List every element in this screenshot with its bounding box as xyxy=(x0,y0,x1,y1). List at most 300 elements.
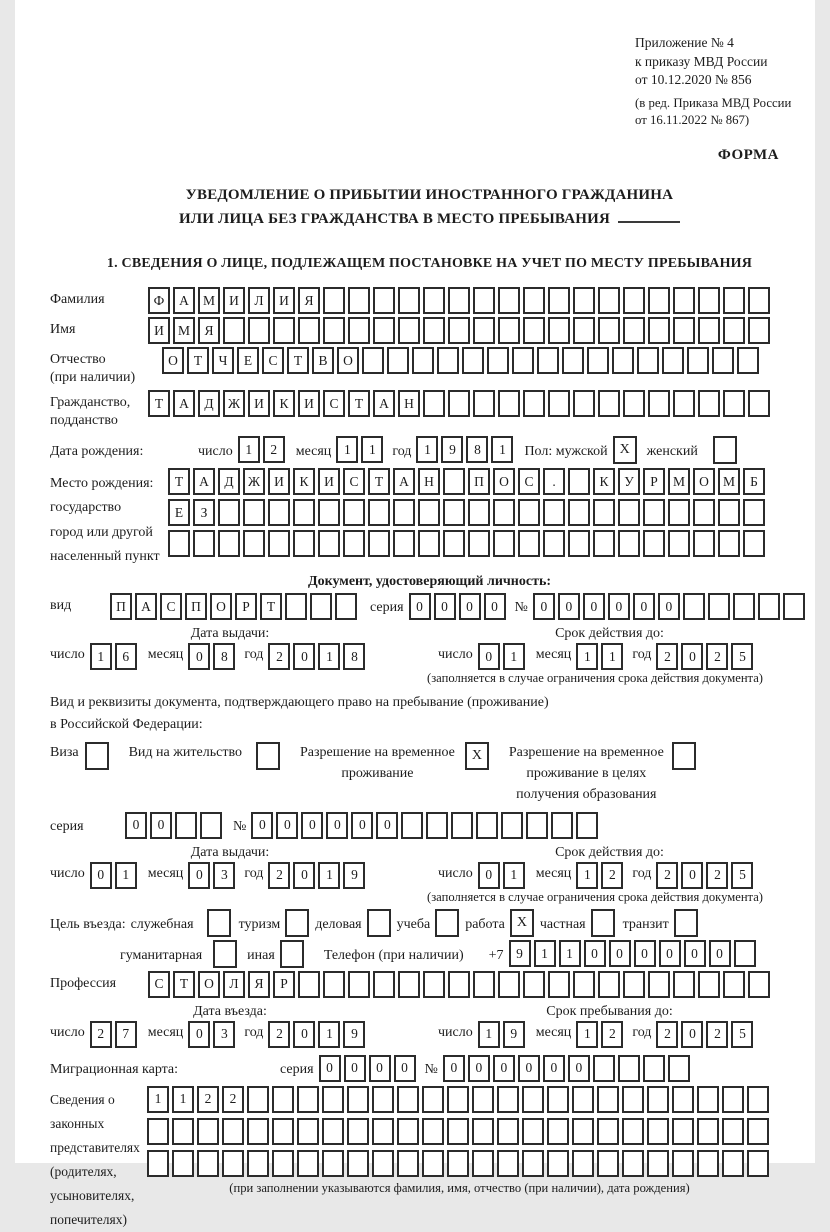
char-cell[interactable] xyxy=(523,971,545,998)
citizenship-cells[interactable] xyxy=(148,390,773,417)
char-cell[interactable]: 0 xyxy=(634,940,656,967)
char-cell[interactable] xyxy=(737,347,759,374)
char-cell[interactable]: Ч xyxy=(212,347,234,374)
char-cell[interactable] xyxy=(576,812,598,839)
char-cell[interactable]: 0 xyxy=(188,643,210,670)
char-cell[interactable] xyxy=(468,530,490,557)
char-cell[interactable]: Н xyxy=(398,390,420,417)
char-cell[interactable] xyxy=(743,530,765,557)
residence-series-cells[interactable] xyxy=(125,812,225,839)
char-cell[interactable] xyxy=(318,530,340,557)
char-cell[interactable]: О xyxy=(162,347,184,374)
char-cell[interactable] xyxy=(593,530,615,557)
char-cell[interactable]: 1 xyxy=(336,436,358,463)
char-cell[interactable] xyxy=(498,287,520,314)
char-cell[interactable]: И xyxy=(248,390,270,417)
char-cell[interactable] xyxy=(548,971,570,998)
char-cell[interactable]: 0 xyxy=(293,643,315,670)
char-cell[interactable] xyxy=(398,317,420,344)
birth-place-cells-row-2[interactable] xyxy=(168,499,768,526)
char-cell[interactable]: Я xyxy=(298,287,320,314)
char-cell[interactable]: А xyxy=(373,390,395,417)
char-cell[interactable]: О xyxy=(693,468,715,495)
char-cell[interactable] xyxy=(393,499,415,526)
char-cell[interactable] xyxy=(668,530,690,557)
char-cell[interactable] xyxy=(285,593,307,620)
char-cell[interactable] xyxy=(697,1118,719,1145)
char-cell[interactable] xyxy=(498,317,520,344)
char-cell[interactable] xyxy=(372,1086,394,1113)
char-cell[interactable]: 0 xyxy=(319,1055,341,1082)
char-cell[interactable] xyxy=(743,499,765,526)
char-cell[interactable]: 8 xyxy=(343,643,365,670)
char-cell[interactable]: 2 xyxy=(263,436,285,463)
char-cell[interactable]: 2 xyxy=(268,862,290,889)
char-cell[interactable]: 2 xyxy=(706,1021,728,1048)
char-cell[interactable] xyxy=(647,1086,669,1113)
char-cell[interactable] xyxy=(368,499,390,526)
residence-expiry-year-cells[interactable] xyxy=(656,862,756,889)
char-cell[interactable] xyxy=(197,1150,219,1177)
char-cell[interactable]: 0 xyxy=(376,812,398,839)
char-cell[interactable] xyxy=(518,530,540,557)
char-cell[interactable] xyxy=(423,971,445,998)
char-cell[interactable] xyxy=(622,1118,644,1145)
char-cell[interactable]: 2 xyxy=(222,1086,244,1113)
char-cell[interactable]: 9 xyxy=(509,940,531,967)
char-cell[interactable] xyxy=(568,530,590,557)
char-cell[interactable] xyxy=(637,347,659,374)
char-cell[interactable] xyxy=(222,1118,244,1145)
char-cell[interactable] xyxy=(623,317,645,344)
residence-expiry-month-cells[interactable] xyxy=(576,862,626,889)
char-cell[interactable] xyxy=(623,390,645,417)
char-cell[interactable] xyxy=(697,1086,719,1113)
char-cell[interactable]: Ж xyxy=(243,468,265,495)
char-cell[interactable] xyxy=(472,1086,494,1113)
char-cell[interactable]: 2 xyxy=(656,643,678,670)
char-cell[interactable] xyxy=(423,287,445,314)
char-cell[interactable] xyxy=(397,1118,419,1145)
char-cell[interactable]: 7 xyxy=(115,1021,137,1048)
char-cell[interactable] xyxy=(573,971,595,998)
char-cell[interactable]: Т xyxy=(187,347,209,374)
char-cell[interactable] xyxy=(197,1118,219,1145)
char-cell[interactable] xyxy=(322,1086,344,1113)
char-cell[interactable]: И xyxy=(318,468,340,495)
char-cell[interactable] xyxy=(422,1086,444,1113)
char-cell[interactable]: А xyxy=(173,390,195,417)
char-cell[interactable]: Т xyxy=(148,390,170,417)
char-cell[interactable] xyxy=(373,287,395,314)
char-cell[interactable]: 0 xyxy=(658,593,680,620)
char-cell[interactable]: Я xyxy=(248,971,270,998)
char-cell[interactable] xyxy=(623,971,645,998)
residence-issue-month-cells[interactable] xyxy=(188,862,238,889)
issue-year-cells[interactable] xyxy=(268,643,368,670)
char-cell[interactable] xyxy=(473,971,495,998)
migration-number-cells[interactable] xyxy=(443,1055,693,1082)
char-cell[interactable] xyxy=(175,812,197,839)
char-cell[interactable] xyxy=(423,390,445,417)
char-cell[interactable] xyxy=(347,1118,369,1145)
char-cell[interactable] xyxy=(343,499,365,526)
char-cell[interactable]: 0 xyxy=(681,643,703,670)
char-cell[interactable]: 0 xyxy=(484,593,506,620)
char-cell[interactable] xyxy=(543,499,565,526)
char-cell[interactable] xyxy=(512,347,534,374)
char-cell[interactable] xyxy=(598,390,620,417)
char-cell[interactable] xyxy=(612,347,634,374)
char-cell[interactable] xyxy=(783,593,805,620)
char-cell[interactable] xyxy=(573,287,595,314)
char-cell[interactable]: 9 xyxy=(503,1021,525,1048)
char-cell[interactable] xyxy=(498,971,520,998)
char-cell[interactable] xyxy=(398,287,420,314)
char-cell[interactable]: 0 xyxy=(344,1055,366,1082)
char-cell[interactable]: И xyxy=(148,317,170,344)
issue-day-cells[interactable] xyxy=(90,643,140,670)
char-cell[interactable] xyxy=(468,499,490,526)
char-cell[interactable]: 1 xyxy=(503,643,525,670)
entry-month-cells[interactable] xyxy=(188,1021,238,1048)
char-cell[interactable] xyxy=(587,347,609,374)
char-cell[interactable]: Р xyxy=(643,468,665,495)
purpose-other-checkbox[interactable] xyxy=(280,940,304,968)
char-cell[interactable] xyxy=(708,593,730,620)
char-cell[interactable]: М xyxy=(173,317,195,344)
char-cell[interactable] xyxy=(698,287,720,314)
char-cell[interactable] xyxy=(643,1055,665,1082)
residence-issue-year-cells[interactable] xyxy=(268,862,368,889)
representatives-cells-row-1[interactable] xyxy=(147,1086,772,1113)
char-cell[interactable] xyxy=(172,1150,194,1177)
char-cell[interactable] xyxy=(662,347,684,374)
char-cell[interactable] xyxy=(693,530,715,557)
char-cell[interactable]: 2 xyxy=(706,643,728,670)
char-cell[interactable] xyxy=(598,287,620,314)
doc-type-cells[interactable] xyxy=(110,593,360,620)
char-cell[interactable] xyxy=(323,317,345,344)
char-cell[interactable] xyxy=(547,1086,569,1113)
residence-issue-day-cells[interactable] xyxy=(90,862,140,889)
char-cell[interactable]: 0 xyxy=(301,812,323,839)
char-cell[interactable] xyxy=(543,530,565,557)
char-cell[interactable]: О xyxy=(198,971,220,998)
char-cell[interactable]: Е xyxy=(168,499,190,526)
char-cell[interactable]: 0 xyxy=(251,812,273,839)
char-cell[interactable]: 8 xyxy=(466,436,488,463)
char-cell[interactable] xyxy=(248,317,270,344)
char-cell[interactable] xyxy=(447,1086,469,1113)
char-cell[interactable]: 0 xyxy=(609,940,631,967)
char-cell[interactable] xyxy=(487,347,509,374)
char-cell[interactable] xyxy=(272,1150,294,1177)
char-cell[interactable]: М xyxy=(718,468,740,495)
char-cell[interactable]: 0 xyxy=(293,862,315,889)
char-cell[interactable] xyxy=(323,971,345,998)
char-cell[interactable] xyxy=(758,593,780,620)
char-cell[interactable]: 9 xyxy=(343,1021,365,1048)
char-cell[interactable] xyxy=(448,390,470,417)
char-cell[interactable]: 0 xyxy=(459,593,481,620)
char-cell[interactable] xyxy=(673,971,695,998)
char-cell[interactable]: В xyxy=(312,347,334,374)
char-cell[interactable]: 1 xyxy=(147,1086,169,1113)
issue-month-cells[interactable] xyxy=(188,643,238,670)
char-cell[interactable] xyxy=(493,530,515,557)
char-cell[interactable] xyxy=(747,1086,769,1113)
char-cell[interactable] xyxy=(748,390,770,417)
char-cell[interactable]: А xyxy=(393,468,415,495)
char-cell[interactable] xyxy=(618,530,640,557)
char-cell[interactable] xyxy=(322,1150,344,1177)
char-cell[interactable] xyxy=(368,530,390,557)
char-cell[interactable] xyxy=(698,971,720,998)
char-cell[interactable] xyxy=(426,812,448,839)
char-cell[interactable]: 1 xyxy=(172,1086,194,1113)
char-cell[interactable] xyxy=(747,1118,769,1145)
char-cell[interactable] xyxy=(748,317,770,344)
char-cell[interactable]: 0 xyxy=(369,1055,391,1082)
char-cell[interactable]: 5 xyxy=(731,862,753,889)
char-cell[interactable] xyxy=(473,390,495,417)
char-cell[interactable] xyxy=(648,971,670,998)
char-cell[interactable] xyxy=(548,287,570,314)
char-cell[interactable] xyxy=(422,1118,444,1145)
char-cell[interactable] xyxy=(393,530,415,557)
stay-year-cells[interactable] xyxy=(656,1021,756,1048)
char-cell[interactable] xyxy=(448,287,470,314)
stay-day-cells[interactable] xyxy=(478,1021,528,1048)
birth-place-cells-row-1[interactable] xyxy=(168,468,768,495)
purpose-private-checkbox[interactable] xyxy=(591,909,615,937)
char-cell[interactable] xyxy=(373,971,395,998)
char-cell[interactable] xyxy=(572,1086,594,1113)
char-cell[interactable]: С xyxy=(323,390,345,417)
char-cell[interactable] xyxy=(168,530,190,557)
char-cell[interactable] xyxy=(497,1118,519,1145)
expiry-year-cells[interactable] xyxy=(656,643,756,670)
char-cell[interactable] xyxy=(222,1150,244,1177)
char-cell[interactable]: 5 xyxy=(731,1021,753,1048)
char-cell[interactable]: О xyxy=(493,468,515,495)
char-cell[interactable]: Ж xyxy=(223,390,245,417)
char-cell[interactable] xyxy=(562,347,584,374)
patronymic-cells[interactable] xyxy=(162,347,762,374)
char-cell[interactable] xyxy=(423,317,445,344)
purpose-humanitarian-checkbox[interactable] xyxy=(213,940,237,968)
char-cell[interactable]: 9 xyxy=(343,862,365,889)
char-cell[interactable] xyxy=(572,1118,594,1145)
char-cell[interactable] xyxy=(647,1150,669,1177)
char-cell[interactable]: 2 xyxy=(197,1086,219,1113)
char-cell[interactable]: Л xyxy=(223,971,245,998)
doc-series-cells[interactable] xyxy=(409,593,509,620)
char-cell[interactable] xyxy=(348,971,370,998)
char-cell[interactable] xyxy=(673,317,695,344)
char-cell[interactable] xyxy=(683,593,705,620)
char-cell[interactable] xyxy=(551,812,573,839)
char-cell[interactable]: 6 xyxy=(115,643,137,670)
char-cell[interactable] xyxy=(273,317,295,344)
char-cell[interactable] xyxy=(172,1118,194,1145)
char-cell[interactable]: 0 xyxy=(293,1021,315,1048)
char-cell[interactable] xyxy=(147,1150,169,1177)
char-cell[interactable]: 1 xyxy=(115,862,137,889)
char-cell[interactable]: К xyxy=(593,468,615,495)
char-cell[interactable] xyxy=(648,390,670,417)
char-cell[interactable]: Р xyxy=(235,593,257,620)
char-cell[interactable]: 0 xyxy=(583,593,605,620)
char-cell[interactable]: Л xyxy=(248,287,270,314)
char-cell[interactable]: О xyxy=(337,347,359,374)
char-cell[interactable] xyxy=(272,1086,294,1113)
char-cell[interactable] xyxy=(718,499,740,526)
char-cell[interactable] xyxy=(523,287,545,314)
char-cell[interactable] xyxy=(622,1086,644,1113)
char-cell[interactable] xyxy=(734,940,756,967)
char-cell[interactable] xyxy=(447,1150,469,1177)
representatives-cells-row-3[interactable] xyxy=(147,1150,772,1177)
char-cell[interactable] xyxy=(673,287,695,314)
char-cell[interactable]: 2 xyxy=(268,643,290,670)
entry-day-cells[interactable] xyxy=(90,1021,140,1048)
char-cell[interactable]: 0 xyxy=(709,940,731,967)
char-cell[interactable]: С xyxy=(148,971,170,998)
char-cell[interactable]: 0 xyxy=(468,1055,490,1082)
char-cell[interactable]: С xyxy=(262,347,284,374)
char-cell[interactable] xyxy=(697,1150,719,1177)
char-cell[interactable] xyxy=(322,1118,344,1145)
char-cell[interactable]: 0 xyxy=(684,940,706,967)
char-cell[interactable]: И xyxy=(268,468,290,495)
birth-month-cells[interactable] xyxy=(336,436,386,463)
char-cell[interactable]: 1 xyxy=(534,940,556,967)
char-cell[interactable]: М xyxy=(668,468,690,495)
char-cell[interactable] xyxy=(447,1118,469,1145)
char-cell[interactable] xyxy=(618,1055,640,1082)
char-cell[interactable]: Е xyxy=(237,347,259,374)
char-cell[interactable] xyxy=(193,530,215,557)
char-cell[interactable]: 0 xyxy=(478,862,500,889)
purpose-work-checkbox[interactable]: X xyxy=(510,909,534,937)
char-cell[interactable] xyxy=(547,1118,569,1145)
char-cell[interactable] xyxy=(643,499,665,526)
expiry-day-cells[interactable] xyxy=(478,643,528,670)
char-cell[interactable]: 2 xyxy=(656,862,678,889)
char-cell[interactable] xyxy=(398,971,420,998)
char-cell[interactable]: Д xyxy=(198,390,220,417)
char-cell[interactable]: Б xyxy=(743,468,765,495)
sex-male-checkbox[interactable]: X xyxy=(613,436,637,464)
char-cell[interactable] xyxy=(497,1086,519,1113)
char-cell[interactable]: 0 xyxy=(326,812,348,839)
char-cell[interactable]: П xyxy=(185,593,207,620)
char-cell[interactable] xyxy=(473,287,495,314)
sex-female-checkbox[interactable] xyxy=(713,436,737,464)
char-cell[interactable] xyxy=(722,1150,744,1177)
char-cell[interactable]: 0 xyxy=(518,1055,540,1082)
char-cell[interactable] xyxy=(362,347,384,374)
char-cell[interactable] xyxy=(422,1150,444,1177)
char-cell[interactable]: 2 xyxy=(706,862,728,889)
char-cell[interactable] xyxy=(418,530,440,557)
char-cell[interactable]: Т xyxy=(168,468,190,495)
char-cell[interactable] xyxy=(722,1118,744,1145)
birth-year-cells[interactable] xyxy=(416,436,516,463)
char-cell[interactable] xyxy=(298,971,320,998)
char-cell[interactable]: Т xyxy=(260,593,282,620)
char-cell[interactable] xyxy=(547,1150,569,1177)
char-cell[interactable] xyxy=(673,390,695,417)
char-cell[interactable] xyxy=(548,317,570,344)
char-cell[interactable]: 0 xyxy=(351,812,373,839)
entry-year-cells[interactable] xyxy=(268,1021,368,1048)
char-cell[interactable]: К xyxy=(293,468,315,495)
char-cell[interactable]: Ф xyxy=(148,287,170,314)
char-cell[interactable] xyxy=(522,1118,544,1145)
purpose-tourism-checkbox[interactable] xyxy=(285,909,309,937)
char-cell[interactable] xyxy=(268,499,290,526)
char-cell[interactable] xyxy=(387,347,409,374)
char-cell[interactable]: Т xyxy=(368,468,390,495)
surname-cells[interactable] xyxy=(148,287,773,314)
char-cell[interactable] xyxy=(723,390,745,417)
char-cell[interactable] xyxy=(372,1150,394,1177)
purpose-business-checkbox[interactable] xyxy=(367,909,391,937)
char-cell[interactable] xyxy=(318,499,340,526)
char-cell[interactable]: 1 xyxy=(559,940,581,967)
char-cell[interactable]: 1 xyxy=(318,1021,340,1048)
char-cell[interactable]: А xyxy=(135,593,157,620)
char-cell[interactable] xyxy=(298,317,320,344)
char-cell[interactable]: 2 xyxy=(601,1021,623,1048)
char-cell[interactable]: 3 xyxy=(213,1021,235,1048)
char-cell[interactable] xyxy=(623,287,645,314)
char-cell[interactable] xyxy=(473,317,495,344)
char-cell[interactable]: 2 xyxy=(656,1021,678,1048)
char-cell[interactable]: 0 xyxy=(633,593,655,620)
char-cell[interactable]: 0 xyxy=(681,862,703,889)
char-cell[interactable] xyxy=(672,1086,694,1113)
char-cell[interactable] xyxy=(748,971,770,998)
char-cell[interactable] xyxy=(397,1086,419,1113)
char-cell[interactable] xyxy=(272,1118,294,1145)
char-cell[interactable] xyxy=(348,287,370,314)
char-cell[interactable] xyxy=(218,499,240,526)
char-cell[interactable] xyxy=(698,390,720,417)
char-cell[interactable] xyxy=(448,317,470,344)
char-cell[interactable] xyxy=(297,1118,319,1145)
char-cell[interactable] xyxy=(522,1150,544,1177)
char-cell[interactable] xyxy=(493,499,515,526)
char-cell[interactable] xyxy=(523,317,545,344)
char-cell[interactable]: Р xyxy=(273,971,295,998)
name-cells[interactable] xyxy=(148,317,773,344)
char-cell[interactable]: С xyxy=(160,593,182,620)
char-cell[interactable] xyxy=(401,812,423,839)
char-cell[interactable]: 0 xyxy=(409,593,431,620)
char-cell[interactable]: 0 xyxy=(568,1055,590,1082)
char-cell[interactable]: Д xyxy=(218,468,240,495)
char-cell[interactable] xyxy=(293,499,315,526)
char-cell[interactable] xyxy=(310,593,332,620)
char-cell[interactable]: 9 xyxy=(441,436,463,463)
char-cell[interactable] xyxy=(648,287,670,314)
char-cell[interactable]: 0 xyxy=(543,1055,565,1082)
char-cell[interactable] xyxy=(247,1150,269,1177)
